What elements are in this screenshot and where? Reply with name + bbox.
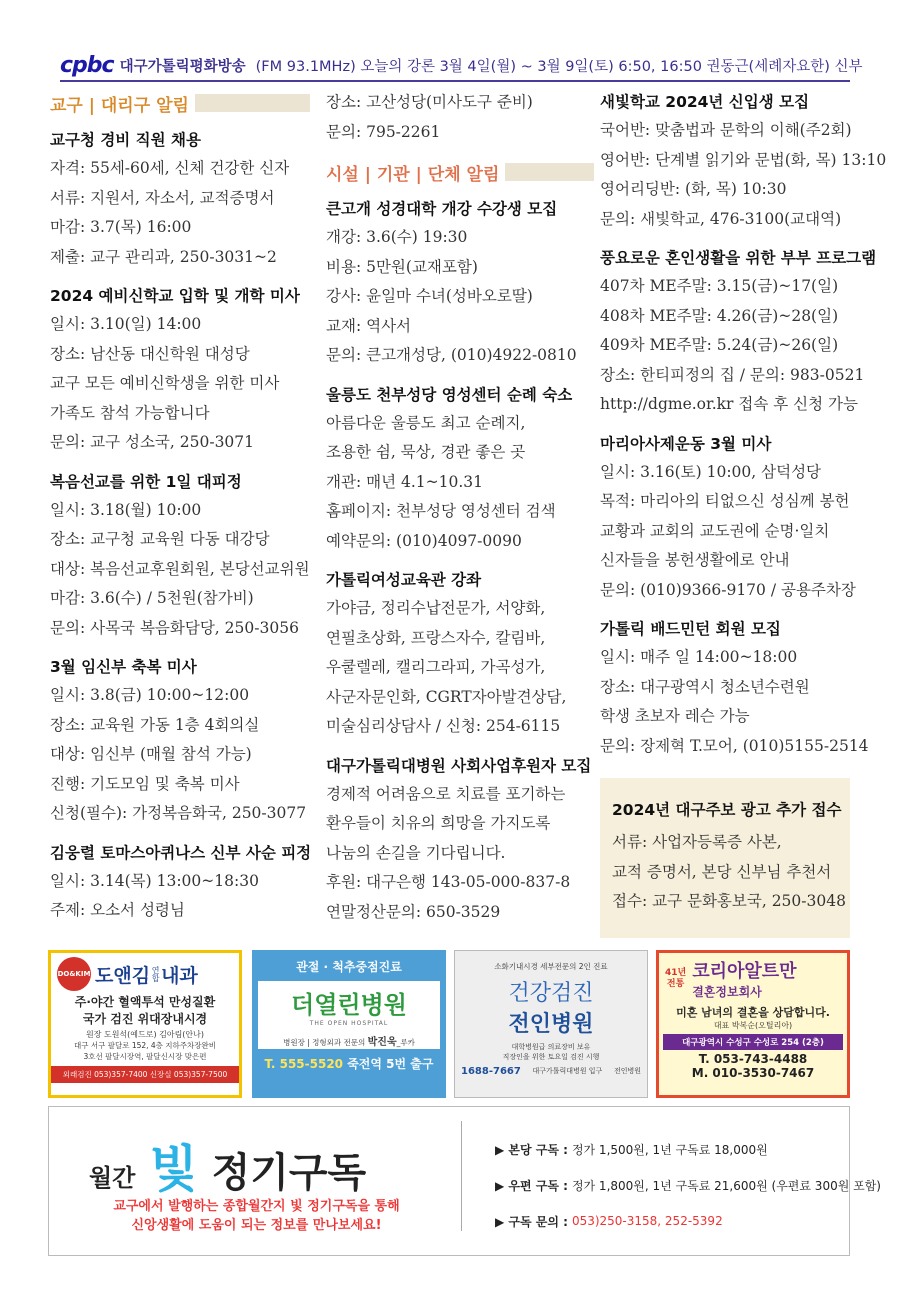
cpbc-logo: cpbc xyxy=(60,52,114,78)
subscription-desc xyxy=(59,1197,454,1235)
company-name: 코리아알트만 xyxy=(692,961,797,982)
subscription-row xyxy=(495,1203,881,1239)
notice-line: 일시: 3.14(목) 13:00~18:30 xyxy=(50,871,259,890)
notice-line: 미술심리상담사 / 신청: 254-6115 xyxy=(326,717,561,735)
notice-line: 문의: 795-2261 xyxy=(326,122,441,141)
notice-line: 연말정산문의: 650-3529 xyxy=(326,902,501,921)
header-bar xyxy=(60,50,863,82)
ad-korea-altman[interactable] xyxy=(656,950,850,1098)
notice-block xyxy=(600,244,877,420)
ad3-phone: 1688-7667 xyxy=(461,1066,521,1077)
notice-line: 강사: 윤일마 수녀(성바오로딸) xyxy=(326,287,533,305)
row-value: 정가 1,800원, 1년 구독료 21,600원 (우편료 300원 포함) xyxy=(571,1178,881,1193)
notice-line: 문의: 새빛학교, 476-3100(교대역) xyxy=(600,209,842,228)
notice-line: 교황과 교회의 교도권에 순명·일치 xyxy=(600,521,830,540)
notice-line: 영어리딩반: (화, 목) 10:30 xyxy=(600,180,787,198)
notice-title: 교구청 경비 직원 채용 xyxy=(50,131,201,149)
notice-line: 영어반: 단계별 읽기와 문법(화, 목) 13:10 xyxy=(600,150,887,169)
ad-jeonin-hospital[interactable] xyxy=(454,950,648,1098)
notice-title: 가톨릭여성교육관 강좌 xyxy=(326,571,482,589)
ad4-header xyxy=(659,953,847,1000)
notice-line: 자격: 55세-60세, 신체 건강한 신자 xyxy=(50,159,290,177)
notice-line: 가야금, 정리수납전문가, 서양화, xyxy=(326,599,546,617)
ad4-title xyxy=(692,957,796,1000)
notice-line: 장소: 교육원 가동 1층 4회의실 xyxy=(50,715,260,734)
more-notices xyxy=(600,88,887,761)
notice-line: 가족도 참석 가능합니다 xyxy=(50,403,210,422)
row-value: 정가 1,500원, 1년 구독료 18,000원 xyxy=(571,1142,768,1157)
ad2-phone: T. 555-5520 xyxy=(264,1057,344,1071)
notice-block xyxy=(600,430,855,606)
notice-line: 사군자문인화, CGRT자아발견상담, xyxy=(326,687,567,706)
ad4-phone: T. 053-743-4488 xyxy=(698,1052,808,1066)
notice-block xyxy=(50,282,310,458)
ad1-phone: 외래검진 053)357-7400 신장실 053)357-7500 xyxy=(51,1066,239,1083)
notice-line: 신자들을 봉헌생활에로 안내 xyxy=(600,551,790,569)
continued-notice xyxy=(326,88,594,147)
notice-line: 문의: 큰고개성당, (010)4922-0810 xyxy=(326,346,577,364)
hospital-eng: THE OPEN HOSPITAL xyxy=(309,1020,389,1027)
row-value: 053)250-3158, 252-5392 xyxy=(571,1214,723,1228)
notice-line: 문의: (010)9366-9170 / 공용주차장 xyxy=(600,580,856,599)
ad4-line: 대표 박복순(오틸리아) xyxy=(713,1021,793,1030)
notice-line: 신청(필수): 가정복음화국, 250-3077 xyxy=(50,804,307,822)
title-glow: 빛 xyxy=(149,1140,198,1198)
section-title-facilities xyxy=(326,157,594,187)
ad1-line: 3호선 팔달시장역, 팔달신시장 맞은편 xyxy=(83,1052,207,1061)
notice-line: 주제: 오소서 성령님 xyxy=(50,901,185,919)
notice-line: 서류: 지원서, 자소서, 교적증명서 xyxy=(50,188,275,207)
notice-line: 교재: 역사서 xyxy=(326,316,412,335)
notice-line: 마감: 3.6(수) / 5천원(참가비) xyxy=(50,589,254,607)
ad3-benefit: 대학병원급 의료장비 보유 xyxy=(511,1043,591,1051)
notice-line: 진행: 기도모임 및 축복 미사 xyxy=(50,774,240,793)
notice-block xyxy=(600,88,887,234)
divider xyxy=(461,1121,462,1231)
facility-notices xyxy=(326,195,594,927)
notice-line: 예약문의: (010)4097-0090 xyxy=(326,531,522,550)
notice-line: 비용: 5만원(교재포함) xyxy=(326,257,478,276)
company-type: 결혼정보회사 xyxy=(692,985,762,999)
notice-line: 서류: 사업자등록증 사본, xyxy=(612,833,782,851)
ad4-line: 미혼 남녀의 결혼을 상담합니다. xyxy=(676,1006,830,1019)
row-key: ▶ 구독 문의 : xyxy=(495,1214,568,1229)
hospital-name: 더열린병원 xyxy=(291,991,407,1019)
title-prefix: 월간 xyxy=(89,1164,136,1192)
notice-line: 우쿨렐레, 캘리그라피, 가곡성가, xyxy=(326,658,546,676)
subscription-panel xyxy=(48,1106,881,1256)
doctor-title: 병원장 | 정형외과 전문의 xyxy=(283,1038,366,1047)
clinic-name: 도앤김 xyxy=(95,964,151,987)
notice-line: 교구 모든 예비신학생을 위한 미사 xyxy=(50,374,280,392)
ad3-benefit: 직장인을 위한 토요일 검진 시행 xyxy=(502,1053,600,1061)
ad1-line: 원장 도원석(예드로) 김아림(안나) xyxy=(85,1030,205,1039)
ad-open-hospital[interactable] xyxy=(252,950,446,1098)
notice-block xyxy=(326,752,594,928)
section-label: 시설 | 기관 | 단체 알림 xyxy=(326,164,500,185)
notice-line: 목적: 마리아의 티없으신 성심께 봉헌 xyxy=(600,492,850,510)
header-text: (FM 93.1MHz) 오늘의 강론 3월 4일(월) ~ 3월 9일(토) 6:50, 16:50 권동근(세례자요한) 신부 xyxy=(255,58,863,75)
notice-line: 409차 ME주말: 5.24(금)~26(일) xyxy=(600,336,839,354)
notice-title: 복음선교를 위한 1일 대피정 xyxy=(50,472,242,491)
ad1-line: 국가 검진 위대장내시경 xyxy=(82,1012,208,1026)
notice-block xyxy=(50,468,310,644)
station-name: 대구가톨릭평화방송 xyxy=(119,58,246,75)
notice-line: 장소: 교구청 교육원 다동 대강당 xyxy=(50,530,270,548)
notice-title: 김웅렬 토마스아퀴나스 신부 사순 피정 xyxy=(50,843,312,862)
notice-line: 제출: 교구 관리과, 250-3031~2 xyxy=(50,247,277,266)
notice-block xyxy=(50,653,310,829)
notice-line: 일시: 매주 일 14:00~18:00 xyxy=(600,648,798,666)
ad2-contact xyxy=(252,1055,446,1072)
notice-line: http://dgme.or.kr 접속 후 신청 가능 xyxy=(600,395,858,413)
ad3-tagline: 소화기내시경 세부전문의 2인 진료 xyxy=(494,962,608,971)
notice-line: 환우들이 치유의 희망을 가지도록 xyxy=(326,814,551,832)
notice-line: 일시: 3.16(토) 10:00, 삼덕성당 xyxy=(600,462,822,481)
notice-title: 큰고개 성경대학 개강 수강생 모집 xyxy=(326,200,558,218)
notice-line: 장소: 남산동 대신학원 대성당 xyxy=(50,344,250,363)
notice-line: 마감: 3.7(목) 16:00 xyxy=(50,218,192,236)
clinic-name-small: 연합 xyxy=(151,966,161,982)
notice-line: 연필초상화, 프랑스자수, 칼림바, xyxy=(326,628,546,647)
notice-line: 아름다운 울릉도 최고 순례지, xyxy=(326,413,526,432)
ad2-station: 죽전역 5번 출구 xyxy=(347,1057,434,1071)
notice-line: 장소: 대구광역시 청소년수련원 xyxy=(600,677,810,696)
notice-title: 3월 임신부 축복 미사 xyxy=(50,658,197,676)
notice-line: 대상: 임신부 (매월 참석 가능) xyxy=(50,745,252,763)
notice-title: 울릉도 천부성당 영성센터 순례 숙소 xyxy=(326,385,573,404)
badge-years: 41년 xyxy=(665,967,687,978)
section-label: 교구 | 대리구 알림 xyxy=(50,95,189,116)
doandkim-logo: DO&KIM xyxy=(57,957,91,991)
notice-title: 대구가톨릭대병원 사회사업후원자 모집 xyxy=(326,756,592,775)
notice-line: 국어반: 맞춤법과 문학의 이해(주2회) xyxy=(600,121,852,139)
section-bar xyxy=(195,94,310,112)
notice-line: 조용한 쉼, 묵상, 경관 좋은 곳 xyxy=(326,443,526,461)
notice-block xyxy=(50,839,310,926)
notice-line: 학생 초보자 레슨 가능 xyxy=(600,707,750,725)
notice-line: 개관: 매년 4.1~10.31 xyxy=(326,472,483,491)
subscription-row xyxy=(495,1131,881,1167)
notice-title: 마리아사제운동 3월 미사 xyxy=(600,434,772,453)
notice-title: 가톨릭 배드민턴 회원 모집 xyxy=(600,620,781,638)
desc-line: 교구에서 발행하는 종합월간지 빛 정기구독을 통해 xyxy=(113,1199,400,1214)
notice-block xyxy=(326,566,594,742)
notice-line: 문의: 장제혁 T.모어, (010)5155-2514 xyxy=(600,736,869,755)
subscription-row xyxy=(495,1167,881,1203)
notice-line: 장소: 고산성당(미사도구 준비) xyxy=(326,93,533,111)
column-diocese xyxy=(50,88,310,936)
ad3-station: 대구가톨릭대병원 입구 xyxy=(532,1067,603,1075)
ad1-line: 주·야간 혈액투석 만성질환 xyxy=(74,995,216,1009)
badge-tradition: 전통 xyxy=(666,978,685,989)
ad4-line: 대구광역시 수성구 수성로 254 (2층) xyxy=(663,1034,843,1050)
notice-line: 교적 증명서, 본당 신부님 추천서 xyxy=(612,862,832,881)
clinic-name-2: 내과 xyxy=(161,964,198,987)
notice-line: 408차 ME주말: 4.26(금)~28(일) xyxy=(600,306,839,325)
desc-line: 신앙생활에 도움이 되는 정보를 만나보세요! xyxy=(131,1218,382,1233)
notice-line: 407차 ME주말: 3.15(금)~17(일) xyxy=(600,277,839,295)
ad4-phone: M. 010-3530-7467 xyxy=(691,1066,815,1080)
notice-block xyxy=(50,126,310,272)
ad3-brand: 전인병원 xyxy=(613,1067,641,1075)
notice-block xyxy=(600,615,869,761)
notice-line: 일시: 3.10(일) 14:00 xyxy=(50,315,202,333)
row-key: ▶ 본당 구독 : xyxy=(495,1142,568,1157)
notice-title: 2024년 대구주보 광고 추가 접수 xyxy=(612,801,842,819)
notice-line: 문의: 사목국 복음화담당, 250-3056 xyxy=(50,618,299,637)
ad3-name1: 건강검진 xyxy=(508,981,594,1006)
title-main: 정기구독 xyxy=(211,1150,367,1196)
doctor-name: 박진욱 xyxy=(367,1037,397,1048)
notice-line: 일시: 3.18(월) 10:00 xyxy=(50,500,202,519)
section-title-diocese xyxy=(50,88,310,118)
notice-line: 경제적 어려움으로 치료를 포기하는 xyxy=(326,784,566,803)
notice-line: 대상: 복음선교후원회원, 본당선교위원 xyxy=(50,559,310,578)
notice-line: 개강: 3.6(수) 19:30 xyxy=(326,228,468,246)
subscription-title xyxy=(89,1129,366,1201)
ad2-specialty: 관절 · 척추중점진료 xyxy=(296,960,402,974)
column-facilities xyxy=(326,88,594,937)
notice-block xyxy=(326,381,594,557)
ad2-doctor xyxy=(258,1033,440,1048)
ad1-line: 대구 서구 팔달로 152, 4층 지하주차장완비 xyxy=(73,1041,217,1050)
subscription-rows xyxy=(495,1131,881,1239)
ad4-badge xyxy=(665,968,686,990)
notice-line: 문의: 교구 성소국, 250-3071 xyxy=(50,433,255,451)
ad2-logo-box xyxy=(258,981,440,1049)
notice-line: 홈페이지: 천부성당 영성센터 검색 xyxy=(326,502,556,520)
notice-title: 새빛학교 2024년 신입생 모집 xyxy=(600,93,810,111)
section-bar xyxy=(505,163,594,181)
ad-notice-box xyxy=(600,778,850,938)
ad-doandkim-clinic[interactable] xyxy=(48,950,242,1098)
notice-line: 접수: 교구 문화홍보국, 250-3048 xyxy=(612,892,846,910)
notice-title: 풍요로운 혼인생활을 위한 부부 프로그램 xyxy=(600,249,877,267)
notice-line: 장소: 한티피정의 집 / 문의: 983-0521 xyxy=(600,365,865,384)
doctor-suffix: _루카 xyxy=(396,1038,415,1047)
ad3-footer xyxy=(455,1062,647,1077)
column-more xyxy=(600,88,887,771)
notice-line: 후원: 대구은행 143-05-000-837-8 xyxy=(326,873,571,891)
diocese-notices xyxy=(50,126,310,926)
notice-line: 나눔의 손길을 기다립니다. xyxy=(326,843,506,862)
notice-title: 2024 예비신학교 입학 및 개학 미사 xyxy=(50,287,300,305)
notice-block xyxy=(326,195,594,371)
notice-line: 일시: 3.8(금) 10:00~12:00 xyxy=(50,686,250,704)
row-key: ▶ 우편 구독 : xyxy=(495,1178,568,1193)
ad3-name2: 전인병원 xyxy=(508,1012,594,1037)
